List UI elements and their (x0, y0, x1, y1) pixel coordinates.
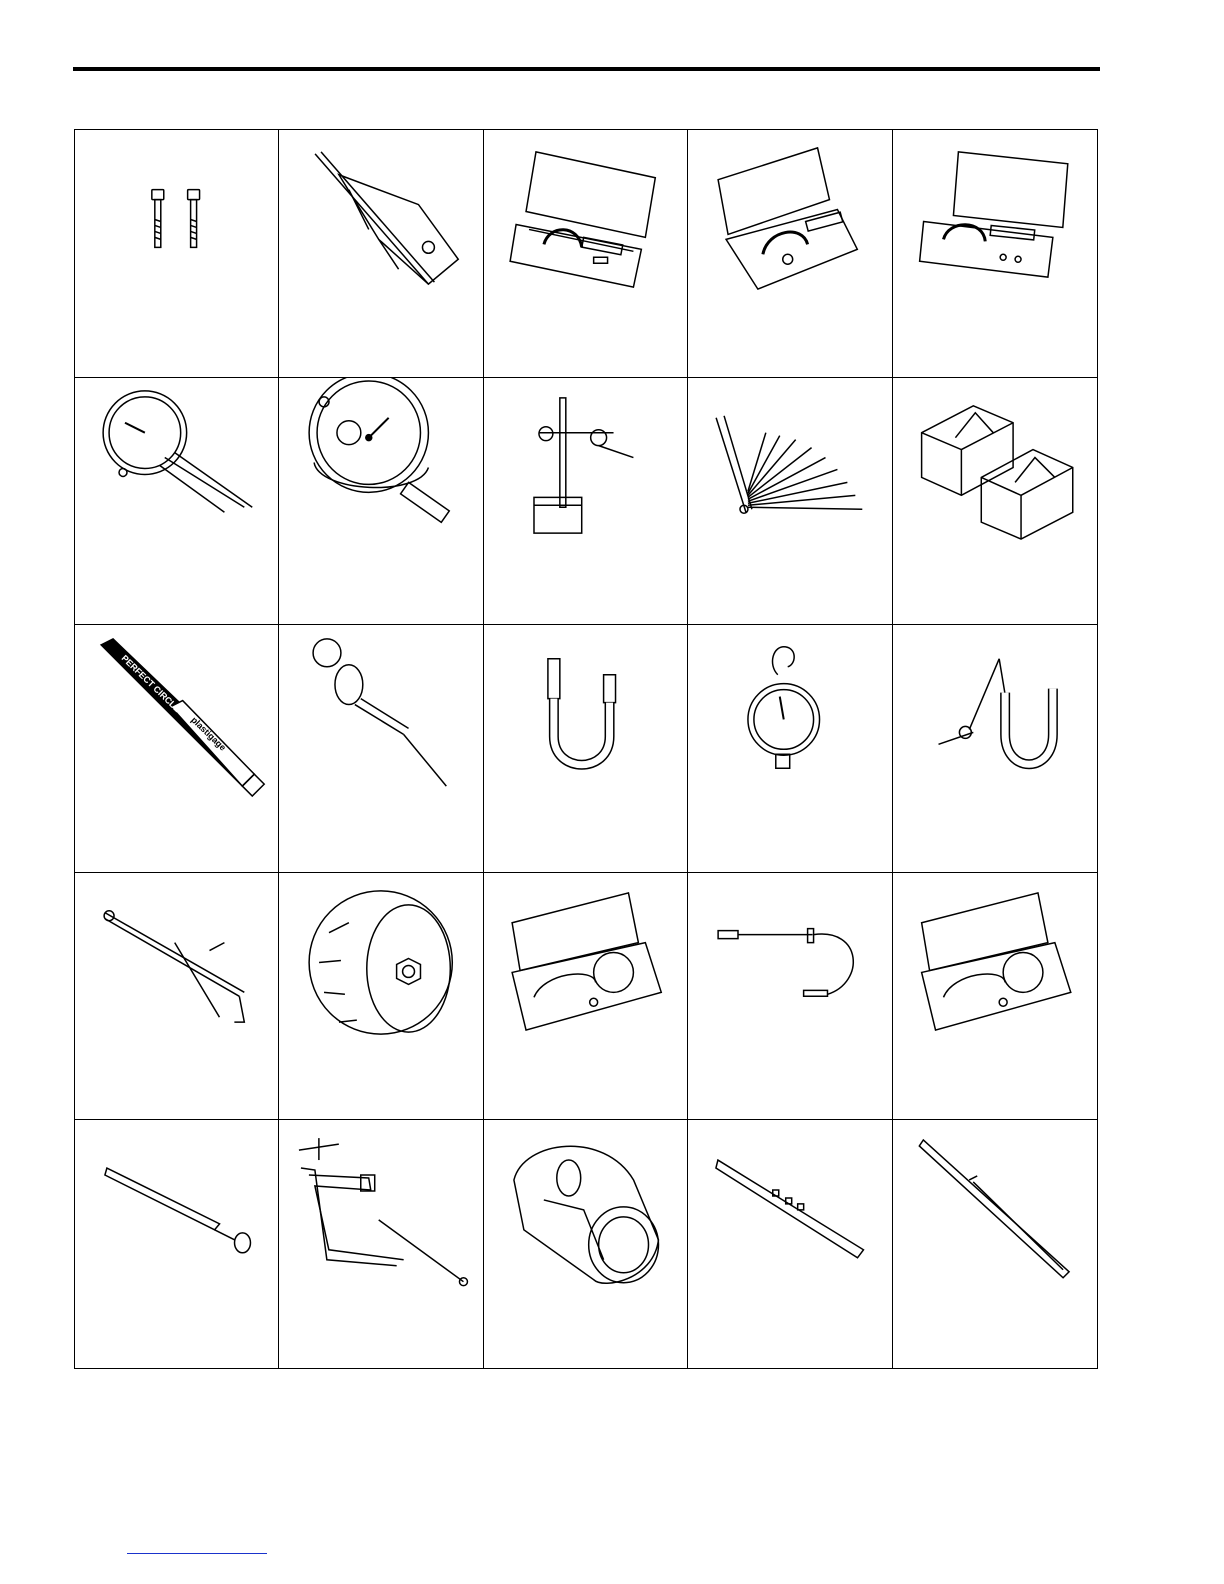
tool-cell (484, 130, 688, 378)
reamer-icon (893, 1120, 1097, 1368)
tool-cell (893, 625, 1097, 873)
valve-lapper-icon (279, 625, 482, 872)
valve-guide-remover-icon (75, 1120, 278, 1368)
tool-cell (688, 378, 892, 626)
tool-cell (75, 1120, 279, 1368)
tool-cell (279, 378, 483, 626)
valve-spring-compressor-icon (279, 1120, 482, 1368)
tool-cell (688, 873, 892, 1121)
socket-attachment-icon (484, 1120, 687, 1368)
bolts-icon (75, 130, 278, 377)
micrometer-case-icon (893, 130, 1097, 377)
tool-cell (893, 873, 1097, 1121)
tool-cell (75, 625, 279, 873)
tool-cell (688, 1120, 892, 1368)
tool-cell (893, 130, 1097, 378)
tool-cell (75, 873, 279, 1121)
tool-cell (484, 378, 688, 626)
tool-cell (484, 873, 688, 1121)
dial-indicator-icon (279, 378, 482, 625)
tool-cell (75, 130, 279, 378)
bar-tool-icon (688, 1120, 891, 1368)
caliper-gauge-icon (279, 130, 482, 377)
hose-adapter-icon (484, 625, 687, 872)
feeler-gauge-icon (688, 378, 891, 625)
special-tools-table (74, 129, 1098, 1369)
magnetic-stand-icon (484, 378, 687, 625)
plastigauge-icon (75, 625, 278, 872)
compression-gauge-case-icon (484, 873, 687, 1120)
tool-cell (688, 130, 892, 378)
product-label: plastigage (189, 714, 228, 753)
tool-cell (893, 1120, 1097, 1368)
tool-cell (688, 625, 892, 873)
pressure-gauge-icon (688, 625, 891, 872)
gauge-hose-icon (688, 873, 891, 1120)
tool-cell (279, 1120, 483, 1368)
oil-filter-wrench-icon (279, 873, 482, 1120)
tool-cell (484, 1120, 688, 1368)
tool-cell (279, 873, 483, 1121)
footer-link-underline[interactable] (127, 1553, 267, 1554)
tool-cell (279, 625, 483, 873)
dial-caliper-gauge-icon (75, 378, 278, 625)
micrometer-case-icon (484, 130, 687, 377)
tool-cell (75, 378, 279, 626)
tool-cell (484, 625, 688, 873)
tool-cell (279, 130, 483, 378)
micrometer-case-icon (688, 130, 891, 377)
brand-label: PERFECT CIRCLE (119, 653, 183, 715)
header-rule (73, 67, 1100, 71)
gauge-adapter-icon (893, 625, 1097, 872)
rod-tool-icon (75, 873, 278, 1120)
compression-gauge-case-icon (893, 873, 1097, 1120)
v-blocks-icon (893, 378, 1097, 625)
tool-cell (893, 378, 1097, 626)
